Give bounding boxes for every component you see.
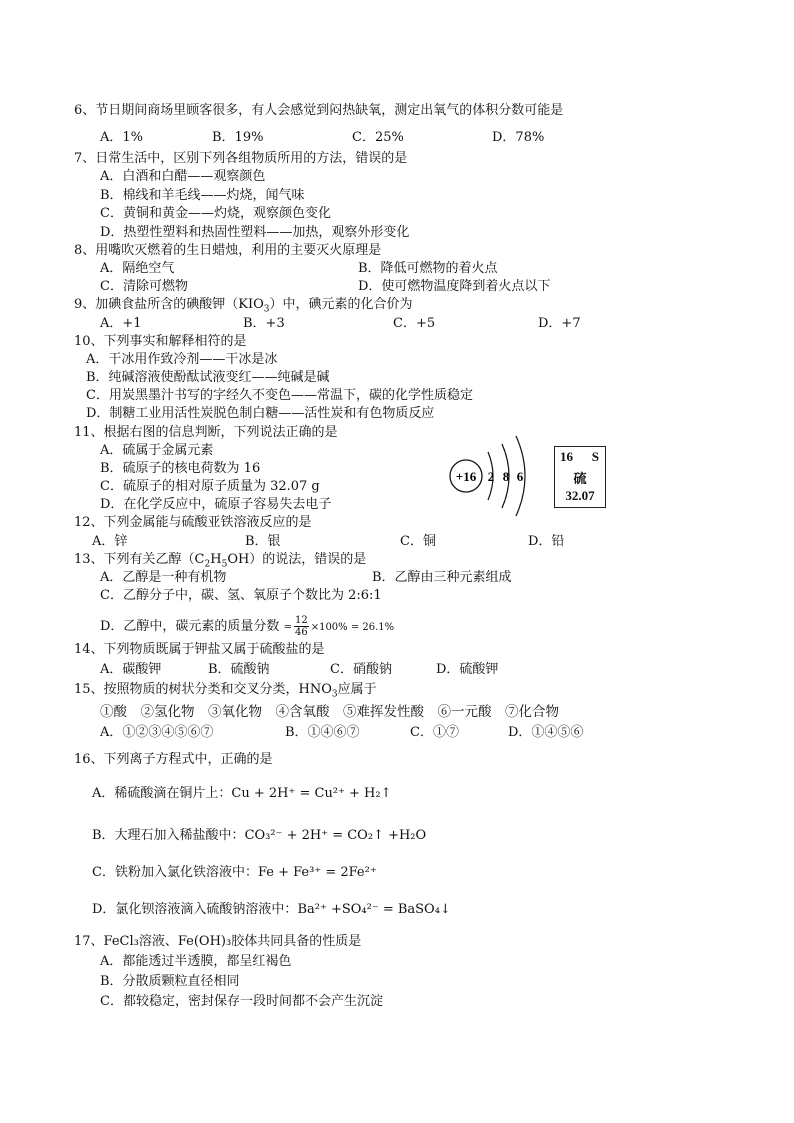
q10-option-d: D．制糖工业用活性炭脱色制白糖——活性炭和有色物质反应 [86, 406, 435, 421]
q16-option-a: A．稀硫酸滴在铜片上：Cu + 2H⁺ = Cu²⁺ + H₂↑ [92, 786, 392, 801]
q16-a-equation: Cu + 2H⁺ = Cu²⁺ + H₂↑ [231, 786, 392, 801]
q17-option-a: A．都能透过半透膜，都呈红褐色 [100, 954, 292, 969]
q6-option-b: B．19% [212, 130, 264, 145]
question-13-stem: 13、下列有关乙醇$(C_2H_5OH)$的说法，错误的是 [74, 552, 367, 570]
question-15-stem: 15、按照物质的树状分类和交叉分类，$HNO_3$应属于 [74, 682, 377, 700]
q6-option-c: C．25% [352, 130, 404, 145]
q12-option-d: D．铅 [528, 534, 565, 549]
question-16-stem: 16、下列离子方程式中，正确的是 [74, 752, 273, 767]
q12-option-b: B．银 [245, 534, 281, 549]
q13-option-c: C．乙醇分子中，碳、氢、氧原子个数比为 2:6:1 [100, 588, 382, 603]
q15-items: ①酸 ②氢化物 ③氧化物 ④含氧酸 ⑤难挥发性酸 ⑥一元酸 ⑦化合物 [100, 704, 559, 720]
q9-option-a: A．+1 [100, 316, 142, 331]
shell-2-electrons: 8 [502, 469, 510, 484]
q16-option-b: B．大理石加入稀盐酸中：CO₃²⁻ + 2H⁺ = CO₂↑ +H₂O [92, 828, 427, 843]
question-11-stem: 11、根据右图的信息判断，下列说法正确的是 [74, 425, 338, 440]
q16-c-equation: Fe + Fe³⁺ = 2Fe²⁺ [257, 865, 377, 880]
q16-option-c: C．铁粉加入氯化铁溶液中：Fe + Fe³⁺ = 2Fe²⁺ [92, 865, 377, 880]
q7-option-b: B．棉线和羊毛线——灼烧，闻气味 [100, 188, 305, 203]
q12-option-a: A．锌 [92, 534, 128, 549]
q16-d-equation: Ba²⁺ +SO₄²⁻ = BaSO₄↓ [297, 902, 451, 917]
question-17-stem: 17、FeCl₃溶液、Fe(OH)₃胶体共同具备的性质是 [74, 934, 362, 949]
q11-option-a: A．硫属于金属元素 [100, 443, 214, 458]
q16-option-d: D．氯化钡溶液滴入硫酸钠溶液中：Ba²⁺ +SO₄²⁻ = BaSO₄↓ [92, 902, 451, 917]
q9-option-b: B．+3 [243, 316, 285, 331]
q13-option-d: D．乙醇中，碳元素的质量分数 = $\frac{12}{46}$ ×100% = 26.1% [100, 615, 395, 638]
q12-option-c: C．铜 [400, 534, 436, 549]
q10-option-b: B．纯碱溶液使酚酞试液变红——纯碱是碱 [86, 370, 330, 385]
q15-option-b: B．①④⑥⑦ [285, 725, 360, 740]
element-name: 硫 [573, 471, 587, 486]
element-symbol: S [591, 449, 599, 464]
sulfur-atom-structure-diagram [446, 432, 536, 520]
q13-option-a: A．乙醇是一种有机物 [100, 570, 227, 585]
question-6-stem: 6、节日期间商场里顾客很多，有人会感觉到闷热缺氧，测定出氧气的体积分数可能是 [74, 103, 564, 118]
q17-option-b: B．分散质颗粒直径相同 [100, 974, 240, 989]
q11-option-b: B．硫原子的核电荷数为 16 [100, 461, 261, 476]
q6-option-d: D．78% [492, 130, 545, 145]
q8-option-b: B．降低可燃物的着火点 [358, 261, 498, 276]
q15-option-a: A．①②③④⑤⑥⑦ [100, 725, 214, 740]
question-12-stem: 12、下列金属能与硫酸亚铁溶液反应的是 [74, 515, 312, 530]
question-14-stem: 14、下列物质既属于钾盐又属于硫酸盐的是 [74, 642, 325, 657]
periodic-table-tile [554, 446, 606, 508]
atomic-mass: 32.07 [565, 488, 595, 503]
q14-option-c: C．硝酸钠 [330, 662, 392, 677]
q10-option-c: C．用炭黑墨汁书写的字经久不变色——常温下，碳的化学性质稳定 [86, 388, 473, 403]
q7-option-c: C．黄铜和黄金——灼烧，观察颜色变化 [100, 206, 331, 221]
q14-option-d: D．硫酸钾 [436, 662, 499, 677]
question-10-stem: 10、下列事实和解释相符的是 [74, 334, 247, 349]
nucleus-charge: +16 [455, 469, 477, 484]
shell-1-electrons: 2 [487, 469, 495, 484]
question-8-stem: 8、用嘴吹灭燃着的生日蜡烛，利用的主要灭火原理是 [74, 243, 382, 258]
q16-b-equation: CO₃²⁻ + 2H⁺ = CO₂↑ +H₂O [244, 828, 427, 843]
q7-option-a: A．白酒和白醋——观察颜色 [100, 169, 266, 184]
q8-option-d: D．使可燃物温度降到着火点以下 [358, 279, 551, 294]
q11-option-d: D．在化学反应中，硫原子容易失去电子 [100, 497, 332, 512]
shell-3-electrons: 6 [516, 469, 524, 484]
atomic-number: 16 [560, 449, 573, 464]
q9-option-d: D．+7 [538, 316, 581, 331]
question-7-stem: 7、日常生活中，区别下列各组物质所用的方法，错误的是 [74, 151, 408, 166]
q14-option-b: B．硫酸钠 [208, 662, 270, 677]
q8-option-a: A．隔绝空气 [100, 261, 175, 276]
q14-option-a: A．碳酸钾 [100, 662, 162, 677]
q6-option-a: A．1% [100, 130, 144, 145]
q9-option-c: C．+5 [393, 316, 436, 331]
q11-option-c: C．硫原子的相对原子质量为 32.07 g [100, 479, 320, 494]
q8-option-c: C．清除可燃物 [100, 279, 188, 294]
q17-option-c: C．都较稳定，密封保存一段时间都不会产生沉淀 [100, 994, 383, 1009]
q13-option-b: B．乙醇由三种元素组成 [372, 570, 512, 585]
q15-option-c: C．①⑦ [410, 725, 459, 740]
q15-option-d: D．①④⑤⑥ [508, 725, 584, 740]
q7-option-d: D．热塑性塑料和热固性塑料——加热，观察外形变化 [100, 225, 410, 240]
question-9-stem: 9、加碘食盐所含的碘酸钾$(KIO_3)$中，碘元素的化合价为 [74, 297, 413, 315]
q10-option-a: A．干冰用作致冷剂——干冰是冰 [86, 352, 278, 367]
